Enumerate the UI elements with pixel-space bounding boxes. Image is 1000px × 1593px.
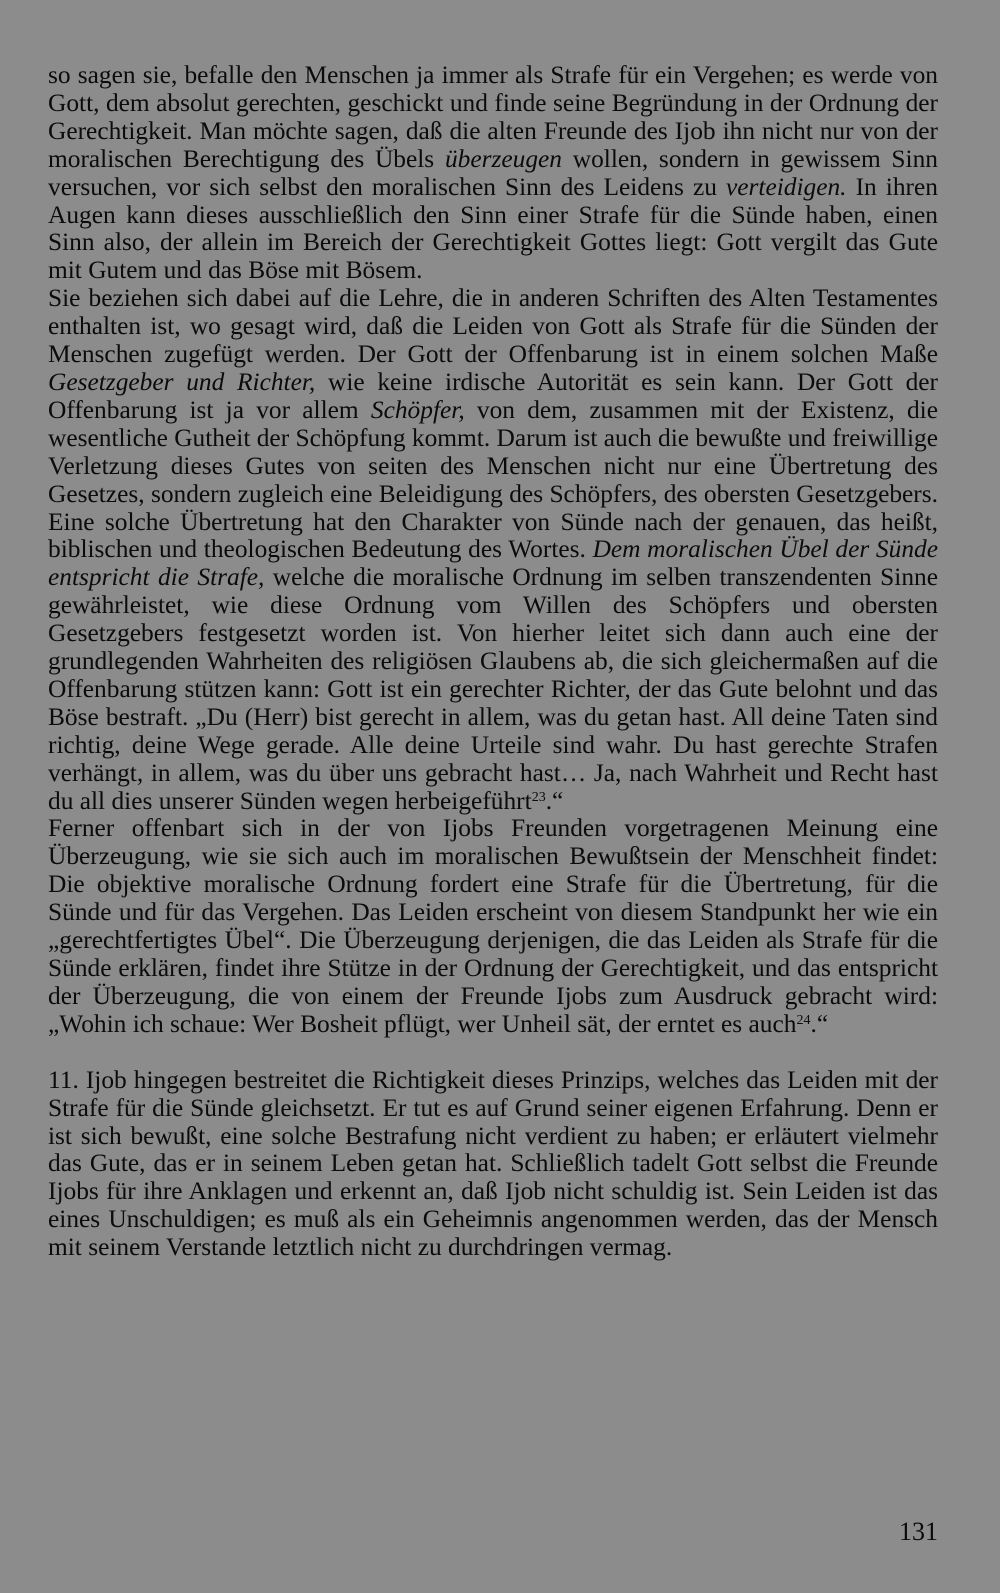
text-run: wie keine irdische Autorität es sein kann. Der Gott der Offenbarung ist ja vor allem [48,367,939,424]
text-run: .“ [810,1009,829,1038]
italic-text-run: Gesetzgeber und Richter, [48,367,316,396]
footnote-ref-24: 24 [796,1012,811,1028]
text-run: von dem, zusammen mit der Existenz, die wesentliche Gutheit der Schöpfung kommt. Darum ist auch die bewußte und freiwillige Verletzung dieses Gutes von seiten des Menschen nicht nur eine Übertretung des Gesetzes, sondern zugleich eine Beleidigung des Schöpfers, des obersten Gesetzgebers. Eine solche Übertretung hat den Charakter von Sünde nach der genauen, das heißt, biblischen und theologischen Bedeutung des Wortes. [48,395,938,564]
italic-text-run: verteidigen. [725,172,847,201]
italic-text-run: Dem moralischen Übel der Sünde entspricht die Strafe, [48,535,938,592]
paragraph-4 [48,1067,938,1262]
page-number: 131 [899,1517,938,1546]
text-run: so sagen sie, befalle den Menschen ja immer als Strafe für ein Vergehen; es werde von Gott, dem absolut gerechten, geschickt und finde seine Begründung in der Ordnung der Gerechtigkeit. Man möchte sagen, daß die alten Freunde des Ijob ihn nicht nur von der moralischen Berechtigung des Übels [48,61,938,173]
text-run: welche die moralische Ordnung im selben transzendenten Sinne gewährleistet, wie diese Ordnung vom Willen des Schöpfers und obersten Gesetzgebers festgesetzt worden ist. Von hierher leitet sich dann auch eine der grundlegenden Wahrheiten des religiösen Glaubens ab, die sich gleichermaßen auf die Offenbarung stützen kann: Gott ist ein gerechter Richter, der das Gute belohnt und das Böse bestraft. „Du (Herr) bist gerecht in allem, was du getan hast. All deine Taten sind richtig, deine Wege gerade. Alle deine Urteile sind wahr. Du hast gerechte Strafen verhängt, in allem, was du über uns gebracht hast… Ja, nach Wahrheit und Recht hast du all dies unserer Sünden wegen herbeigeführt [48,563,938,815]
text-run: In ihren Augen kann dieses ausschließlich den Sinn einer Strafe für die Sünde haben, einen Sinn also, der allein im Bereich der Gerechtigkeit Gottes liegt: Gott vergilt das Gute mit Gutem und das Böse mit Bösem. [48,172,938,285]
paragraph-2 [48,285,938,815]
footnote-ref-23: 23 [531,789,546,805]
italic-text-run: überzeugen [444,144,562,173]
paragraph-gap [48,1039,938,1067]
text-run: Sie beziehen sich dabei auf die Lehre, die in anderen Schriften des Alten Testamentes enthalten ist, wo gesagt wird, daß die Leiden von Gott als Strafe für die Sünden der Menschen zugefügt werden. Der Gott der Offenbarung ist in einem solchen Maße [48,284,938,369]
italic-text-run: Schöpfer, [370,395,465,424]
text-run: Ferner offenbart sich in der von Ijobs Freunden vorgetragenen Meinung eine Überzeugung, wie sie sich auch im moralischen Bewußtsein der Menschheit findet: Die objektive moralische Ordnung fordert eine Strafe für die Übertretung, für die Sünde und für das Vergehen. Das Leiden erscheint von diesem Standpunkt her wie ein „gerechtfertigtes Übel“. Die Überzeugung derjenigen, die das Leiden als Strafe für die Sünde erklären, findet ihre Stütze in der Ordnung der Gerechtigkeit, und das entspricht der Überzeugung, die von einem der Freunde Ijobs zum Ausdruck gebracht wird: „Wohin ich schaue: Wer Bosheit pflügt, wer Unheil sät, der erntet es auch [48,814,938,1038]
text-run: wollen, sondern in gewissem Sinn versuchen, vor sich selbst den moralischen Sinn des Leidens zu [48,144,939,201]
page-text [48,62,938,1262]
text-run: 11. Ijob hingegen bestreitet die Richtigkeit dieses Prinzips, welches das Leiden mit der Strafe für die Sünde gleichsetzt. Er tut es auf Grund seiner eigenen Erfahrung. Denn er ist sich bewußt, eine solche Bestrafung nicht verdient zu haben; er erläutert vielmehr das Gute, das er in seinem Leben getan hat. Schließlich tadelt Gott selbst die Freunde Ijobs für ihre Anklagen und erkennt an, daß Ijob nicht schuldig ist. Sein Leiden ist das eines Unschuldigen; es muß als ein Geheimnis angenommen werden, das der Mensch mit seinem Verstande letztlich nicht zu durchdringen vermag. [48,1065,938,1262]
paragraph-3 [48,815,938,1038]
paragraph-1 [48,62,938,285]
text-run: .“ [545,786,564,815]
